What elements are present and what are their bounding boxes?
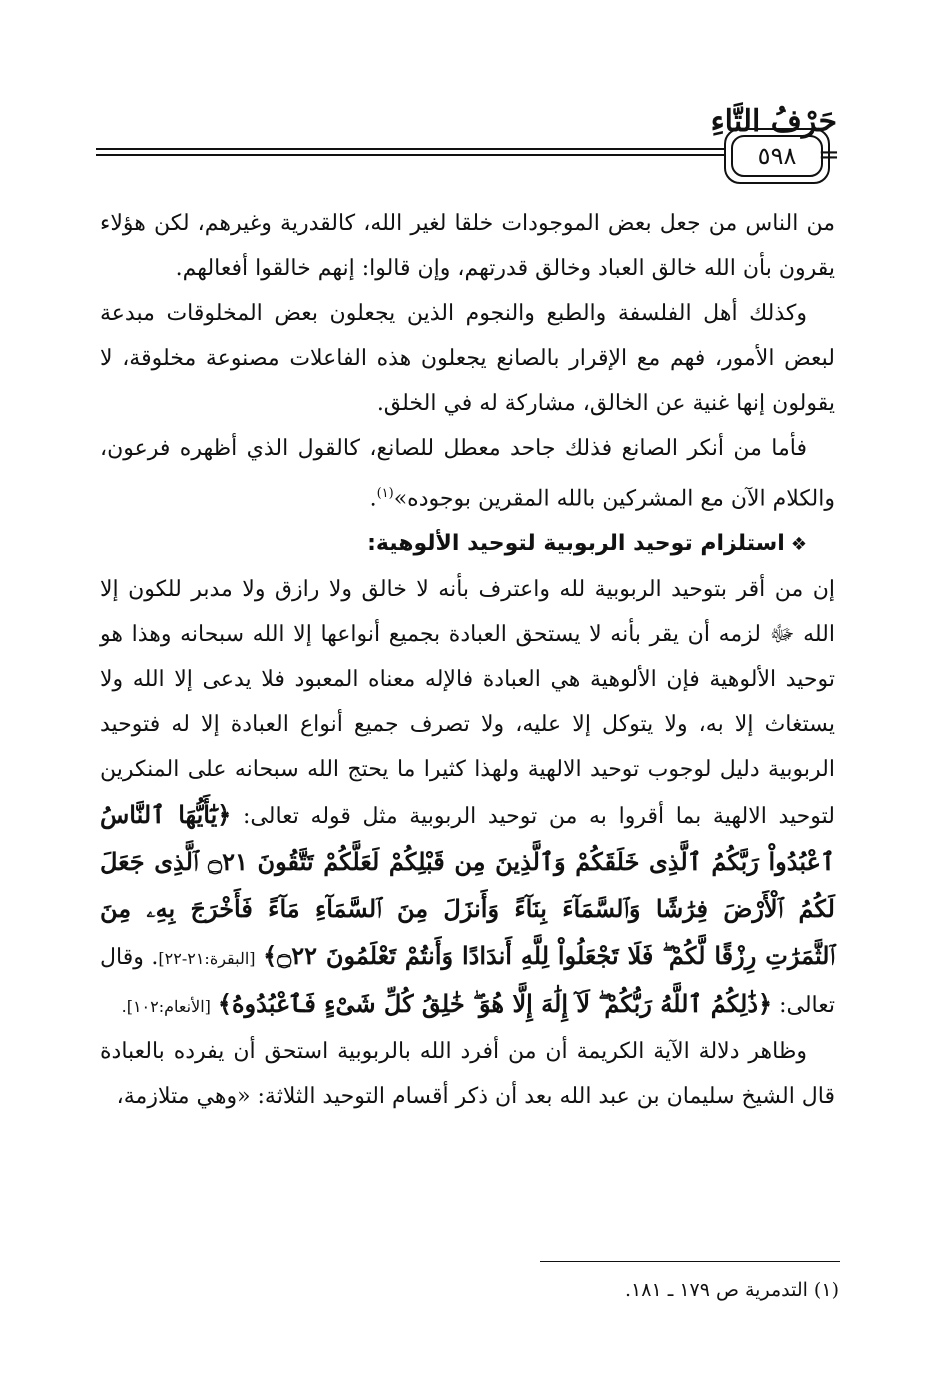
connector-text: . وقال تعالى: [100,945,835,1019]
paragraph-1: من الناس من جعل بعض الموجودات خلقا لغير الله، كالقدرية وغيرهم، لكن هؤلاء يقرون بأن الله خالق العباد وخالق قدرتهم، وإن قالوا: إنهم خالقوا أفعالهم. [100,211,835,281]
body-text [100,201,835,1119]
quran-verse-2: ﴿ذَٰلِكُمُ ٱللَّهُ رَبُّكُمْ ۖ لَآ إِلَٰهَ إِلَّا هُوَ ۖ خَٰلِقُ كُلِّ شَىْءٍ فَٱعْبُدُوهُ﴾ [217,989,773,1019]
paragraph-5: وظاهر دلالة الآية الكريمة أن من أفرد الله بالربوبية استحق أن يفرده بالعبادة قال الشيخ سليمان بن عبد الله بعد أن ذكر أقسام التوحيد الثلاثة: «وهي متلازمة، [100,1039,835,1110]
page-number: ٥٩٨ [731,135,823,177]
paragraph-3-text: فأما من أنكر الصانع فذلك جاحد معطل للصانع، كالقول الذي أظهره فرعون، والكلام الآن مع المشركين بالله المقرين بوجوده» [100,436,835,512]
section-heading [100,521,835,567]
quran-verse-1: ﴿يَٰٓأَيُّهَا ٱلنَّاسُ ٱعْبُدُواْ رَبَّكُمُ ٱلَّذِى خَلَقَكُمْ وَٱلَّذِينَ مِن قَبْلِكُمْ لَعَلَّكُمْ تَتَّقُونَ ۝٢١ ٱلَّذِى جَعَلَ لَكُمُ ٱلْأَرْضَ فِرَٰشًا وَٱلسَّمَآءَ بِنَآءً وَأَنزَلَ مِنَ ٱلسَّمَآءِ مَآءً فَأَخْرَجَ بِهِۦ مِنَ ٱلثَّمَرَٰتِ رِزْقًا لَّكُمْ ۖ فَلَا تَجْعَلُواْ لِلَّهِ أَندَادًا وَأَنتُمْ تَعْلَمُونَ ۝٢٢﴾ [100,800,835,971]
chapter-title: حَرْفُ التَّاءِ [710,104,837,139]
paragraph-2: وكذلك أهل الفلسفة والطبع والنجوم الذين يجعلون بعض المخلوقات مبدعة لبعض الأمور، فهم مع الإقرار بالصانع يجعلون هذه الفاعلات مصنوعة مخلوقة، لا يقولون إنها غنية عن الخالق، مشاركة له في الخلق. [100,301,835,416]
header-rule-left [96,148,724,156]
quran-ref-2: [الأنعام:١٠٢]. [121,997,211,1017]
footnote-rule [540,1261,840,1262]
paragraph-3: فأما من أنكر الصانع فذلك جاحد معطل للصانع، كالقول الذي أظهره فرعون، والكلام الآن مع المشركين بالله المقرين بوجوده»$^{(١)}$. [100,436,835,512]
quran-ref-1: [البقرة:٢١-٢٢] [158,949,256,969]
footnote-marker: (١) [376,486,394,501]
diamond-icon: ❖ [790,534,807,556]
section-heading-text: استلزام توحيد الربوبية لتوحيد الألوهية: [367,531,785,557]
footnote: (١) التدمرية ص ١٧٩ ـ ١٨١. [624,1279,839,1301]
header-rule-end: = [818,140,840,170]
paragraph-4 [100,567,835,1029]
paragraph-4-text: إن من أقر بتوحيد الربوبية لله واعترف بأنه لا خالق ولا رازق ولا مدبر للكون إلا الله ﷻ لزمه أن يقر بأنه لا يستحق العبادة بجميع أنواعها إلا الله سبحانه وهذا هو توحيد الألوهية فإن الألوهية هي العبادة فالإله معناه المعبود فلا يدعى إلا الله ولا يستغاث إلا به، ولا يتوكل إلا عليه، ولا تصرف جميع أنواع العبادة إلا له فتوحيد الربوبية دليل لوجوب توحيد الالهية ولهذا كثيرا ما يحتج الله سبحانه على المنكرين لتوحيد الالهية بما أقروا به من توحيد الربوبية مثل قوله تعالى: [100,577,835,830]
